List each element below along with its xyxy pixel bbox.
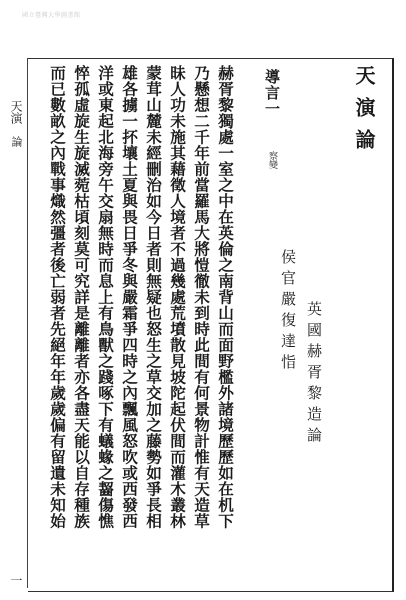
body-line-2: 乃懸想二千年前當羅馬大將愷徹未到時此間有何景物計惟有天造草 [192,65,211,529]
author-line: 英國赫胥黎造論 [305,301,323,448]
text-frame [28,58,394,592]
body-line-1: 赫胥黎獨處一室之中在英倫之南背山而面野檻外諸境歷歷如在机下 [216,65,235,529]
library-watermark: 國立臺灣大學圖書館 [22,12,81,19]
translator-line: 侯官嚴復達恉 [279,249,297,375]
page-number: 一 [9,574,23,586]
body-line-6: 洋或東起北海旁午交扇無時而息上有鳥獸之踐啄下有蟻蝝之齧傷憔 [96,65,115,529]
body-line-8: 而已數畝之內戰事熾然彊者後亡弱者先絕年年歲歲偏有留遺未知始 [48,65,67,529]
body-line-4: 蒙茸山麓未經刪治如今日者則無疑也怒生之草交加之藤勢如爭長相 [144,65,163,529]
margin-title-mark: 天演 [9,100,23,124]
body-line-5: 雄各擄一抔壤土夏與畏日爭冬與嚴霜爭四時之內飄風怒吹或西發西 [120,65,139,529]
margin-title-mark-2: 論 [10,136,23,147]
book-title: 天演論 [352,65,376,161]
section-heading: 導言一 [263,69,281,117]
body-line-3: 昧人功未施其藉徵人境者不過幾處荒墳散見坡陀起伏間而灌木叢林 [168,65,187,529]
body-line-7: 悴孤虛旋生旋滅菀枯頃刻莫可究詳是離離者亦各盡天能以自存種族 [72,65,91,529]
section-subheading: 察變 [267,151,277,169]
